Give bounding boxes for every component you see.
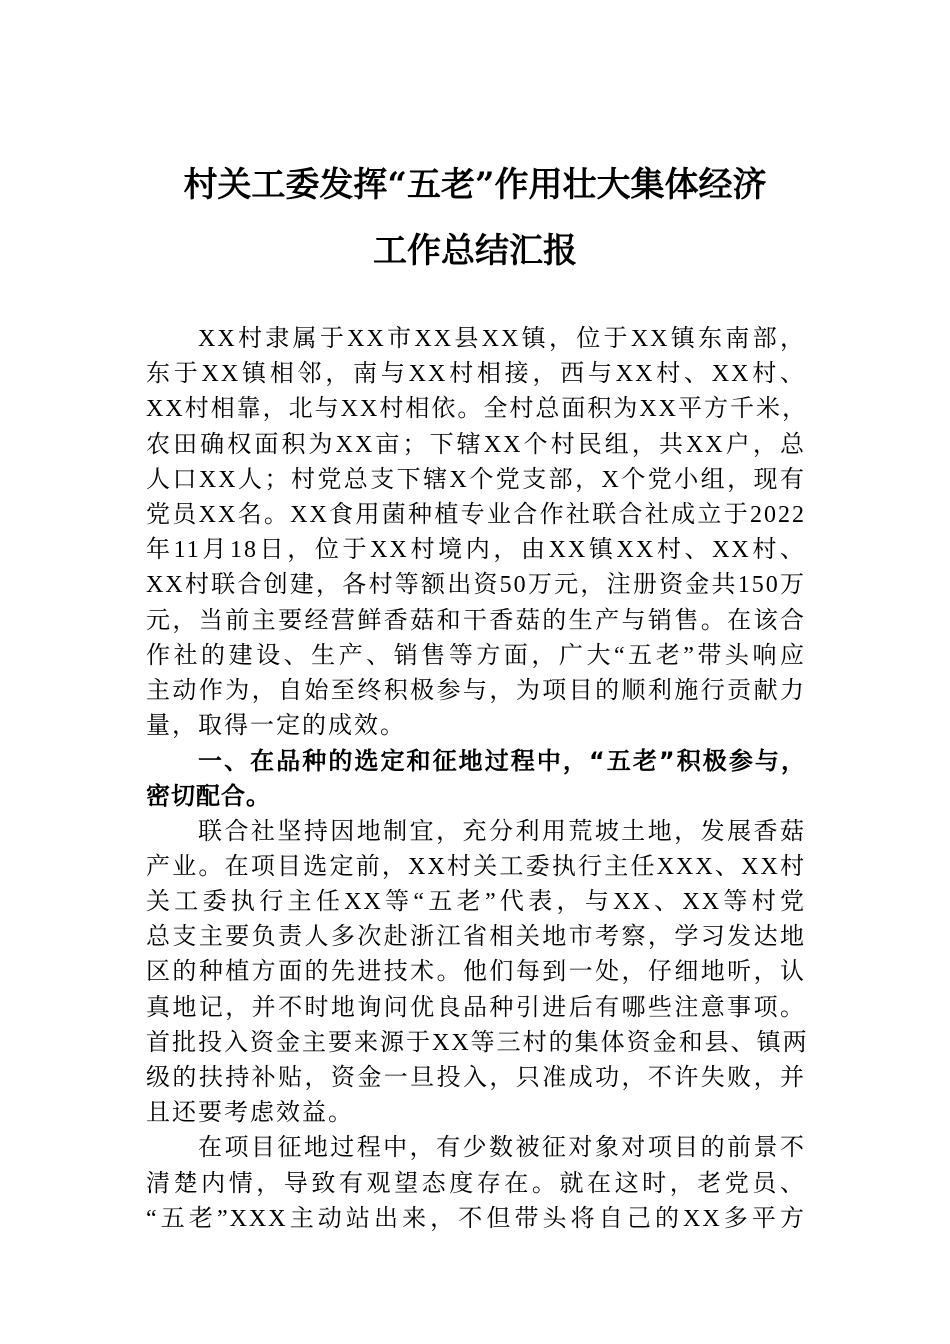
document-body: [146, 322, 809, 1237]
text-line: 首批投入资金主要来源于XX等三村的集体资金和县、镇两: [146, 1029, 809, 1056]
text-line: 东于XX镇相邻，南与XX村相接，西与XX村、XX村、: [146, 361, 806, 388]
text-line: “五老”XXX主动站出来，不但带头将自己的XX多平方: [146, 1205, 806, 1232]
text-line: 真地记，并不时地询问优良品种引进后有哪些注意事项。: [146, 994, 806, 1021]
text-line: 且还要考虑效益。: [146, 1100, 354, 1127]
text-line: 产业。在项目选定前，XX村关工委执行主任XXX、XX村: [146, 853, 806, 880]
paragraph-land-acquisition: [146, 1131, 806, 1237]
text-line: 总支主要负责人多次赴浙江省相关地市考察，学习发达地: [146, 924, 806, 951]
paragraph-variety-selection: [146, 815, 809, 1132]
text-line: 联合社坚持因地制宜，充分利用荒坡土地，发展香菇: [198, 818, 806, 845]
text-line: 元，当前主要经营鲜香菇和干香菇的生产与销售。在该合: [146, 607, 806, 634]
text-line: 级的扶持补贴，资金一旦投入，只准成功，不许失败，并: [146, 1064, 806, 1091]
paragraph-intro: [146, 322, 806, 744]
text-line: XX村隶属于XX市XX县XX镇，位于XX镇东南部，: [198, 326, 806, 352]
text-line: 人口XX人；村党总支下辖X个党支部，X个党小组，现有: [146, 466, 806, 493]
text-line: 年11月18日，位于XX村境内，由XX镇XX村、XX村、: [146, 537, 806, 564]
document-title-line-2: 工作总结汇报: [373, 231, 577, 271]
text-line: 清楚内情，导致有观望态度存在。就在这时，老党员、: [146, 1170, 806, 1197]
text-line: 党员XX名。XX食用菌种植专业合作社联合社成立于2022: [146, 501, 806, 528]
text-line: 作社的建设、生产、销售等方面，广大“五老”带头响应: [146, 642, 806, 669]
text-line: 主动作为，自始至终积极参与，为项目的顺利施行贡献力: [146, 677, 806, 704]
text-line: XX村相靠，北与XX村相依。全村总面积为XX平方千米，: [146, 396, 808, 423]
text-line: 量，取得一定的成效。: [146, 713, 406, 740]
text-line: XX村联合创建，各村等额出资50万元，注册资金共150万: [146, 572, 806, 599]
text-line: 农田确权面积为XX亩；下辖XX个村民组，共XX户，总: [146, 431, 806, 458]
heading-line: 密切配合。: [146, 782, 271, 811]
text-line: 在项目征地过程中，有少数被征对象对项目的前景不: [198, 1135, 806, 1162]
document-title-line-1: 村关工委发挥“五老”作用壮大集体经济: [183, 165, 767, 205]
text-line: 区的种植方面的先进技术。他们每到一处，仔细地听，认: [146, 959, 806, 986]
heading-line: 一、在品种的选定和征地过程中，“五老”积极参与，: [198, 747, 806, 776]
section-heading-1: [146, 744, 806, 814]
text-line: 关工委执行主任XX等“五老”代表，与XX、XX等村党: [146, 889, 806, 915]
